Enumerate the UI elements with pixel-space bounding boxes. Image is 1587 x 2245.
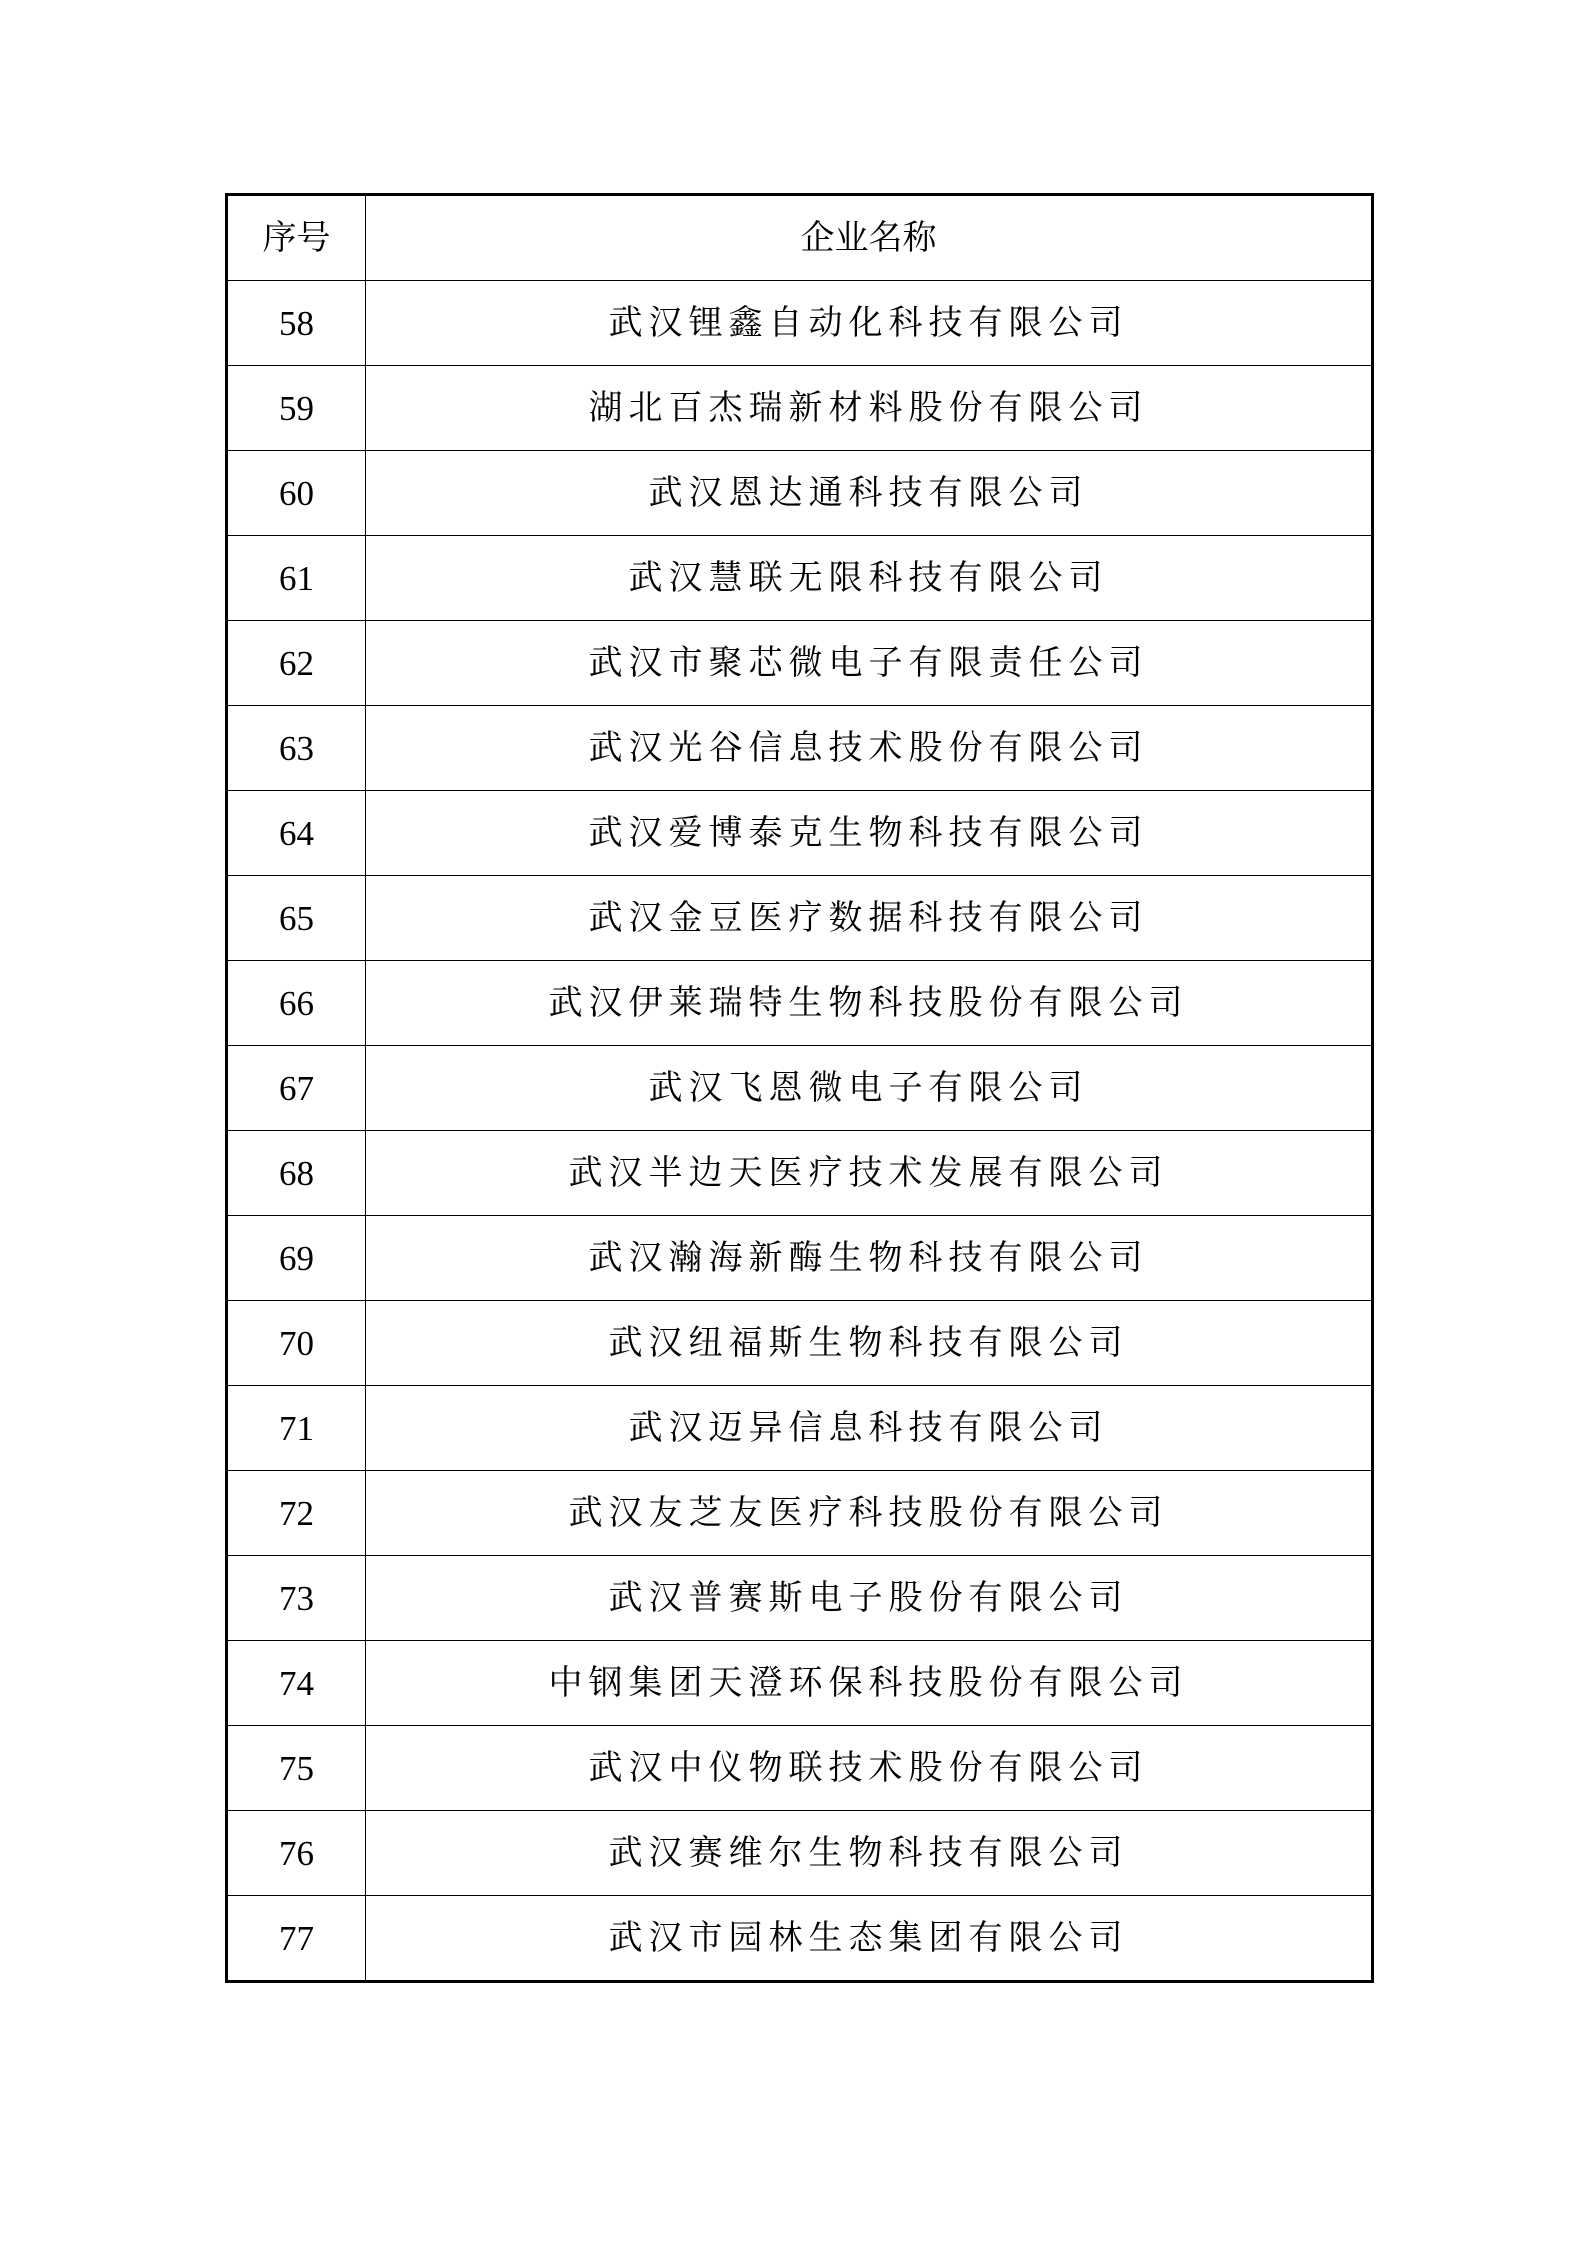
table-row (227, 706, 1373, 791)
row-company-name: 武汉金豆医疗数据科技有限公司 (366, 876, 1373, 961)
row-serial-number: 77 (227, 1896, 366, 1982)
row-company-name: 武汉飞恩微电子有限公司 (366, 1046, 1373, 1131)
row-serial-number: 66 (227, 961, 366, 1046)
row-serial-number: 65 (227, 876, 366, 961)
row-company-name: 武汉伊莱瑞特生物科技股份有限公司 (366, 961, 1373, 1046)
table-row (227, 876, 1373, 961)
row-company-name: 武汉市聚芯微电子有限责任公司 (366, 621, 1373, 706)
table-row (227, 1641, 1373, 1726)
table-row (227, 1471, 1373, 1556)
row-company-name: 武汉慧联无限科技有限公司 (366, 536, 1373, 621)
row-serial-number: 68 (227, 1131, 366, 1216)
table-row (227, 451, 1373, 536)
row-company-name: 武汉恩达通科技有限公司 (366, 451, 1373, 536)
table-row (227, 1896, 1373, 1982)
row-serial-number: 64 (227, 791, 366, 876)
table-row (227, 536, 1373, 621)
row-serial-number: 71 (227, 1386, 366, 1471)
table-header-row (227, 195, 1373, 281)
table-row (227, 1386, 1373, 1471)
row-serial-number: 60 (227, 451, 366, 536)
row-company-name: 武汉光谷信息技术股份有限公司 (366, 706, 1373, 791)
table-row (227, 1046, 1373, 1131)
row-company-name: 武汉赛维尔生物科技有限公司 (366, 1811, 1373, 1896)
table-row (227, 961, 1373, 1046)
row-company-name: 武汉迈异信息科技有限公司 (366, 1386, 1373, 1471)
row-serial-number: 58 (227, 281, 366, 366)
row-company-name: 武汉爱博泰克生物科技有限公司 (366, 791, 1373, 876)
row-serial-number: 73 (227, 1556, 366, 1641)
row-company-name: 武汉瀚海新酶生物科技有限公司 (366, 1216, 1373, 1301)
row-company-name: 武汉普赛斯电子股份有限公司 (366, 1556, 1373, 1641)
row-serial-number: 67 (227, 1046, 366, 1131)
company-table (225, 193, 1374, 1983)
row-serial-number: 70 (227, 1301, 366, 1386)
row-company-name: 中钢集团天澄环保科技股份有限公司 (366, 1641, 1373, 1726)
row-serial-number: 75 (227, 1726, 366, 1811)
table-row (227, 1131, 1373, 1216)
row-company-name: 武汉纽福斯生物科技有限公司 (366, 1301, 1373, 1386)
company-table-container (225, 193, 1371, 1983)
row-serial-number: 74 (227, 1641, 366, 1726)
table-row (227, 366, 1373, 451)
table-row (227, 1556, 1373, 1641)
row-company-name: 武汉中仪物联技术股份有限公司 (366, 1726, 1373, 1811)
table-row (227, 1726, 1373, 1811)
row-company-name: 武汉市园林生态集团有限公司 (366, 1896, 1373, 1982)
header-company-name: 企业名称 (366, 195, 1373, 281)
row-serial-number: 76 (227, 1811, 366, 1896)
row-serial-number: 61 (227, 536, 366, 621)
header-serial-number: 序号 (227, 195, 366, 281)
row-serial-number: 69 (227, 1216, 366, 1301)
table-row (227, 1216, 1373, 1301)
table-row (227, 791, 1373, 876)
row-serial-number: 62 (227, 621, 366, 706)
row-serial-number: 63 (227, 706, 366, 791)
row-company-name: 湖北百杰瑞新材料股份有限公司 (366, 366, 1373, 451)
table-row (227, 281, 1373, 366)
row-company-name: 武汉锂鑫自动化科技有限公司 (366, 281, 1373, 366)
row-serial-number: 59 (227, 366, 366, 451)
table-row (227, 1301, 1373, 1386)
row-company-name: 武汉半边天医疗技术发展有限公司 (366, 1131, 1373, 1216)
table-row (227, 1811, 1373, 1896)
row-company-name: 武汉友芝友医疗科技股份有限公司 (366, 1471, 1373, 1556)
table-row (227, 621, 1373, 706)
row-serial-number: 72 (227, 1471, 366, 1556)
